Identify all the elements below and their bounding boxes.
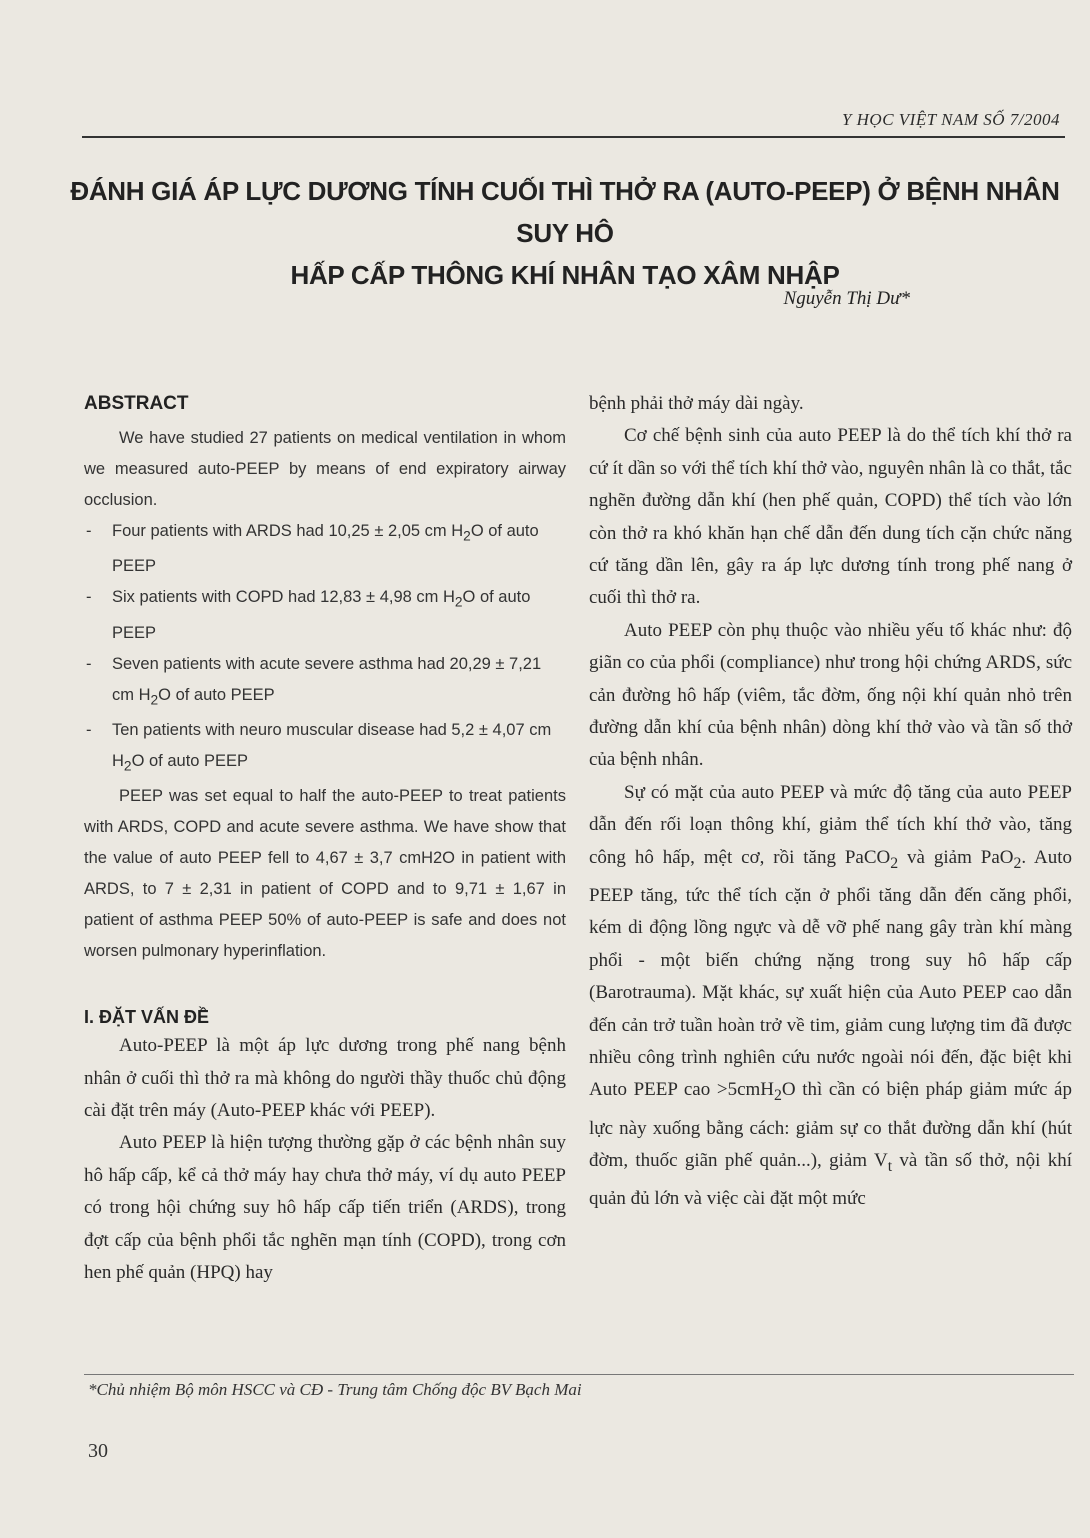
title-line-1: ĐÁNH GIÁ ÁP LỰC DƯƠNG TÍNH CUỐI THÌ THỞ RA (AUTO-PEEP) Ở BỆNH NHÂN SUY HÔ (70, 176, 1060, 248)
article-title (60, 170, 1070, 296)
footnote: *Chủ nhiệm Bộ môn HSCC và CĐ - Trung tâm Chống độc BV Bạch Mai (88, 1380, 582, 1399)
abstract-list (84, 516, 566, 781)
title-line-2: HẤP CẤP THÔNG KHÍ NHÂN TẠO XÂM NHẬP (290, 260, 840, 290)
body-paragraph: Sự có mặt của auto PEEP và mức độ tăng của auto PEEP dẫn đến rối loạn thông khí, giảm thể tích khí thở vào, tăng công hô hấp, mệt cơ, rồi tăng PaCO$_2$ và giảm PaO$_2$. Auto PEEP tăng, tức thể tích cặn ở phổi tăng dẫn đến căng phổi, kém di động lồng ngực và dễ vỡ phế nang gây tràn khí màng phổi - một biến chứng nặng trong suy hô hấp cấp (Barotrauma). Mặt khác, sự xuất hiện của Auto PEEP cao dẫn đến cản trở tuần hoàn trở về tim, giảm cung lượng tim đã được nhiều công trình nghiên cứu nước ngoài nói đến, đặc biệt khi Auto PEEP cao >5cmH$_2$O thì cần có biện pháp giảm mức áp lực này xuống bằng cách: giảm sự co thắt đường dẫn khí (hút đờm, thuốc giãn phế quản...), giảm $V_t$ và tần số thở, nội khí quản đủ lớn và việc cài đặt một mức (589, 781, 1072, 1210)
abstract-heading: ABSTRACT (84, 393, 189, 414)
page-number: 30 (88, 1440, 108, 1462)
abstract-intro: We have studied 27 patients on medical ventilation in whom we measured auto-PEEP by means of end expiratory airway occlusion. (84, 429, 566, 509)
journal-header: Y HỌC VIỆT NAM SỐ 7/2004 (841, 110, 1060, 129)
body-paragraph: Cơ chế bệnh sinh của auto PEEP là do thể tích khí thở ra cứ ít dần so với thể tích khí thở vào, nguyên nhân là co thắt, tắc nghẽn đường dẫn khí (hen phế quản, COPD) thể tích vào lớn còn thở ra khó khăn hạn chế dẫn đến dung tích cặn chức năng cứ tăng dần lên, gây ra áp lực dương tính trong phế nang ở cuối thì thở ra. (589, 425, 1072, 609)
body-paragraph: Auto-PEEP là một áp lực dương trong phế nang bệnh nhân ở cuối thì thở ra mà không do người thầy thuốc chủ động cài đặt trên máy (Auto-PEEP khác với PEEP). (84, 1035, 566, 1121)
author: Nguyễn Thị Dư* (783, 288, 910, 309)
abstract-item: - Ten patients with neuro muscular disease had 5,2 ± 4,07 cm $H_2O$ of auto PEEP (84, 715, 566, 781)
body-paragraph: bệnh phải thở máy dài ngày. (589, 393, 804, 414)
footnote-rule (84, 1374, 1074, 1375)
abstract-item: - Seven patients with acute severe asthma had 20,29 ± 7,21 cm $H_2O$ of auto PEEP (84, 649, 566, 715)
abstract-item: - Six patients with COPD had 12,83 ± 4,98 cm $H_2O$ of auto PEEP (84, 582, 566, 648)
abstract-conclusion: PEEP was set equal to half the auto-PEEP to treat patients with ARDS, COPD and acute severe asthma. We have show that the value of auto PEEP fell to 4,67 ± 3,7 cmH2O in patient with ARDS, to 7 ± 2,31 in patient of COPD and to 9,71 ± 1,67 in patient of asthma PEEP 50% of auto-PEEP is safe and does not worsen pulmonary hyperinflation. (84, 787, 566, 961)
section-heading: I. ĐẶT VẤN ĐỀ (84, 1007, 210, 1028)
body-paragraph: Auto PEEP còn phụ thuộc vào nhiều yếu tố khác như: độ giãn co của phổi (compliance) như trong hội chứng ARDS, sức cản đường hô hấp (viêm, tắc đờm, ống nội khí quản nhỏ trên đường dẫn khí của bệnh nhân) dòng khí thở vào và tần số thở của bệnh nhân. (589, 619, 1072, 771)
abstract-item: - Four patients with ARDS had 10,25 ± 2,05 cm $H_2O$ of auto PEEP (84, 516, 566, 582)
header-rule (82, 136, 1065, 138)
right-column (589, 388, 1072, 1216)
left-column (84, 393, 566, 1289)
body-paragraph: Auto PEEP là hiện tượng thường gặp ở các bệnh nhân suy hô hấp cấp, kể cả thở máy hay chưa thở máy, ví dụ auto PEEP có trong hội chứng suy hô hấp cấp tiến triển (ARDS), trong đợt cấp của bệnh phổi tắc nghẽn mạn tính (COPD), trong cơn hen phế quản (HPQ) hay (84, 1132, 566, 1284)
